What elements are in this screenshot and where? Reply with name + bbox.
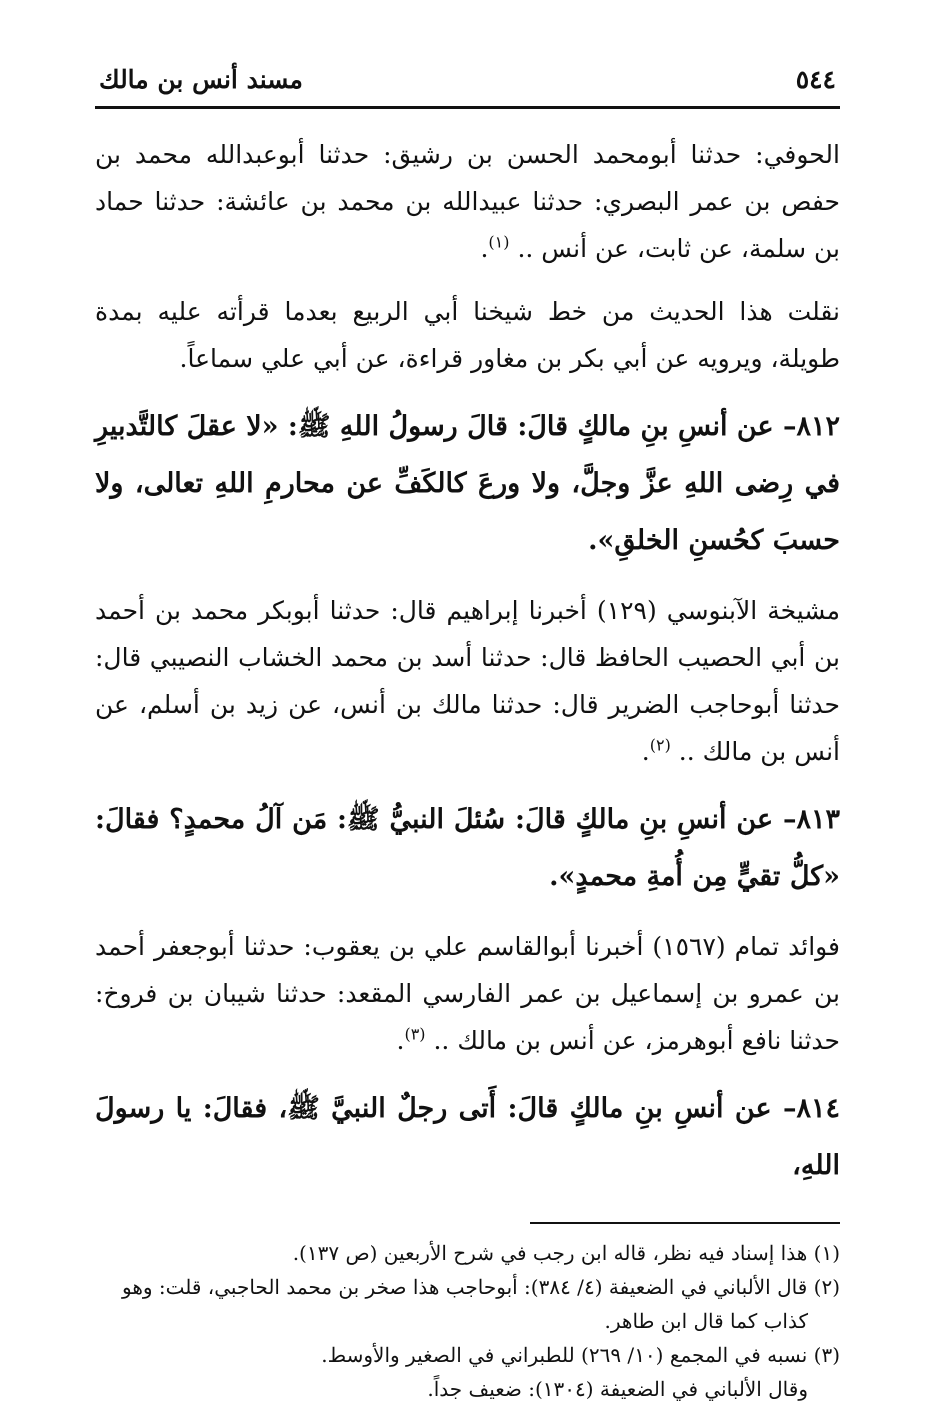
footnote-ref-3: (٣) [404,1024,426,1044]
paragraph-source-2: مشيخة الآبنوسي (١٢٩) أخبرنا إبراهيم قال: حدثنا أبوبكر محمد بن أحمد بن أبي الحصيب الحافظ قال: حدثنا أسد بن محمد الخشاب النصيبي قال: حدثنا أبوحاجب الضرير قال: حدثنا مالك بن أنس، عن زيد بن أسلم، عن أنس بن مالك .. $^{(٢)}$. [95,596,840,766]
paragraph-text: مشيخة الآبنوسي (١٢٩) أخبرنا إبراهيم قال: حدثنا أبوبكر محمد بن أحمد بن أبي الحصيب الحافظ قال: حدثنا أسد بن محمد الخشاب النصيبي قال: حدثنا أبوحاجب الضرير قال: حدثنا مالك بن أنس، عن زيد بن أسلم، عن أنس بن مالك .. [95,596,840,766]
hadith-812: ٨١٢– عن أنسِ بنِ مالكٍ قالَ: قالَ رسولُ اللهِ ﷺ: «لا عقلَ كالتَّدبيرِ في رِضى اللهِ عزَّ وجلَّ، ولا ورعَ كالكَفِّ عن محارمِ اللهِ تعالى، ولا حسبَ كحُسنِ الخلقِ». [95,411,840,556]
footnote-separator [530,1222,840,1224]
header-rule [95,106,840,109]
page-number: ٥٤٤ [795,65,836,94]
hadith-814: ٨١٤– عن أنسِ بنِ مالكٍ قالَ: أَتى رجلٌ النبيَّ ﷺ، فقالَ: يا رسولَ اللهِ، [95,1093,840,1181]
book-page [95,60,840,1406]
footnote-ref-1: (١) [488,232,510,252]
hadith-813: ٨١٣– عن أنسِ بنِ مالكٍ قالَ: سُئلَ النبيُّ ﷺ: مَن آلُ محمدٍ؟ فقالَ: «كلُّ تقيٍّ مِن أُمةِ محمدٍ». [95,804,840,892]
footnote-2 [95,1270,840,1338]
footnote-1: (١) هذا إسناد فيه نظر، قاله ابن رجب في شرح الأربعين (ص ١٣٧). [292,1241,840,1265]
paragraph-source-1: الحوفي: حدثنا أبومحمد الحسن بن رشيق: حدثنا أبوعبدالله محمد بن حفص بن عمر البصري: حدثنا عبيدالله بن محمد بن عائشة: حدثنا حماد بن سلمة، عن ثابت، عن أنس .. $^{(١)}$. [95,140,840,263]
footnote-ref-2: (٢) [649,735,671,755]
footnote-2-continuation: كذاب كما قال ابن طاهر. [604,1309,808,1333]
paragraph-text: فوائد تمام (١٥٦٧) أخبرنا أبوالقاسم علي بن يعقوب: حدثنا أبوجعفر أحمد بن عمرو بن إسماعيل بن عمر الفارسي المقعد: حدثنا شيبان بن فروخ: حدثنا نافع أبوهرمز، عن أنس بن مالك .. [95,932,841,1055]
footnote-2-text: (٢) قال الألباني في الضعيفة (٤/ ٣٨٤): أبوحاجب هذا صخر بن محمد الحاجبي، قلت: وهو [122,1275,840,1299]
footnote-3 [95,1338,840,1406]
paragraph-text: الحوفي: حدثنا أبومحمد الحسن بن رشيق: حدثنا أبوعبدالله محمد بن حفص بن عمر البصري: حدثنا عبيدالله بن محمد بن عائشة: حدثنا حماد بن سلمة، عن ثابت، عن أنس .. [95,140,840,263]
footnote-3-text: (٣) نسبه في المجمع (١٠/ ٢٦٩) للطبراني في الصغير والأوسط. [321,1343,840,1367]
page-title: مسند أنس بن مالك [99,65,303,94]
paragraph-note: نقلت هذا الحديث من خط شيخنا أبي الربيع بعدما قرأته عليه بمدة طويلة، ويرويه عن أبي بكر بن مغاور قراءة، عن أبي علي سماعاً. [95,297,840,373]
running-header [95,60,840,100]
paragraph-source-3: فوائد تمام (١٥٦٧) أخبرنا أبوالقاسم علي بن يعقوب: حدثنا أبوجعفر أحمد بن عمرو بن إسماعيل بن عمر الفارسي المقعد: حدثنا شيبان بن فروخ: حدثنا نافع أبوهرمز، عن أنس بن مالك .. $^{(٣)}$. [95,932,841,1055]
footnote-3-continuation: وقال الألباني في الضعيفة (١٣٠٤): ضعيف جداً. [427,1377,808,1401]
